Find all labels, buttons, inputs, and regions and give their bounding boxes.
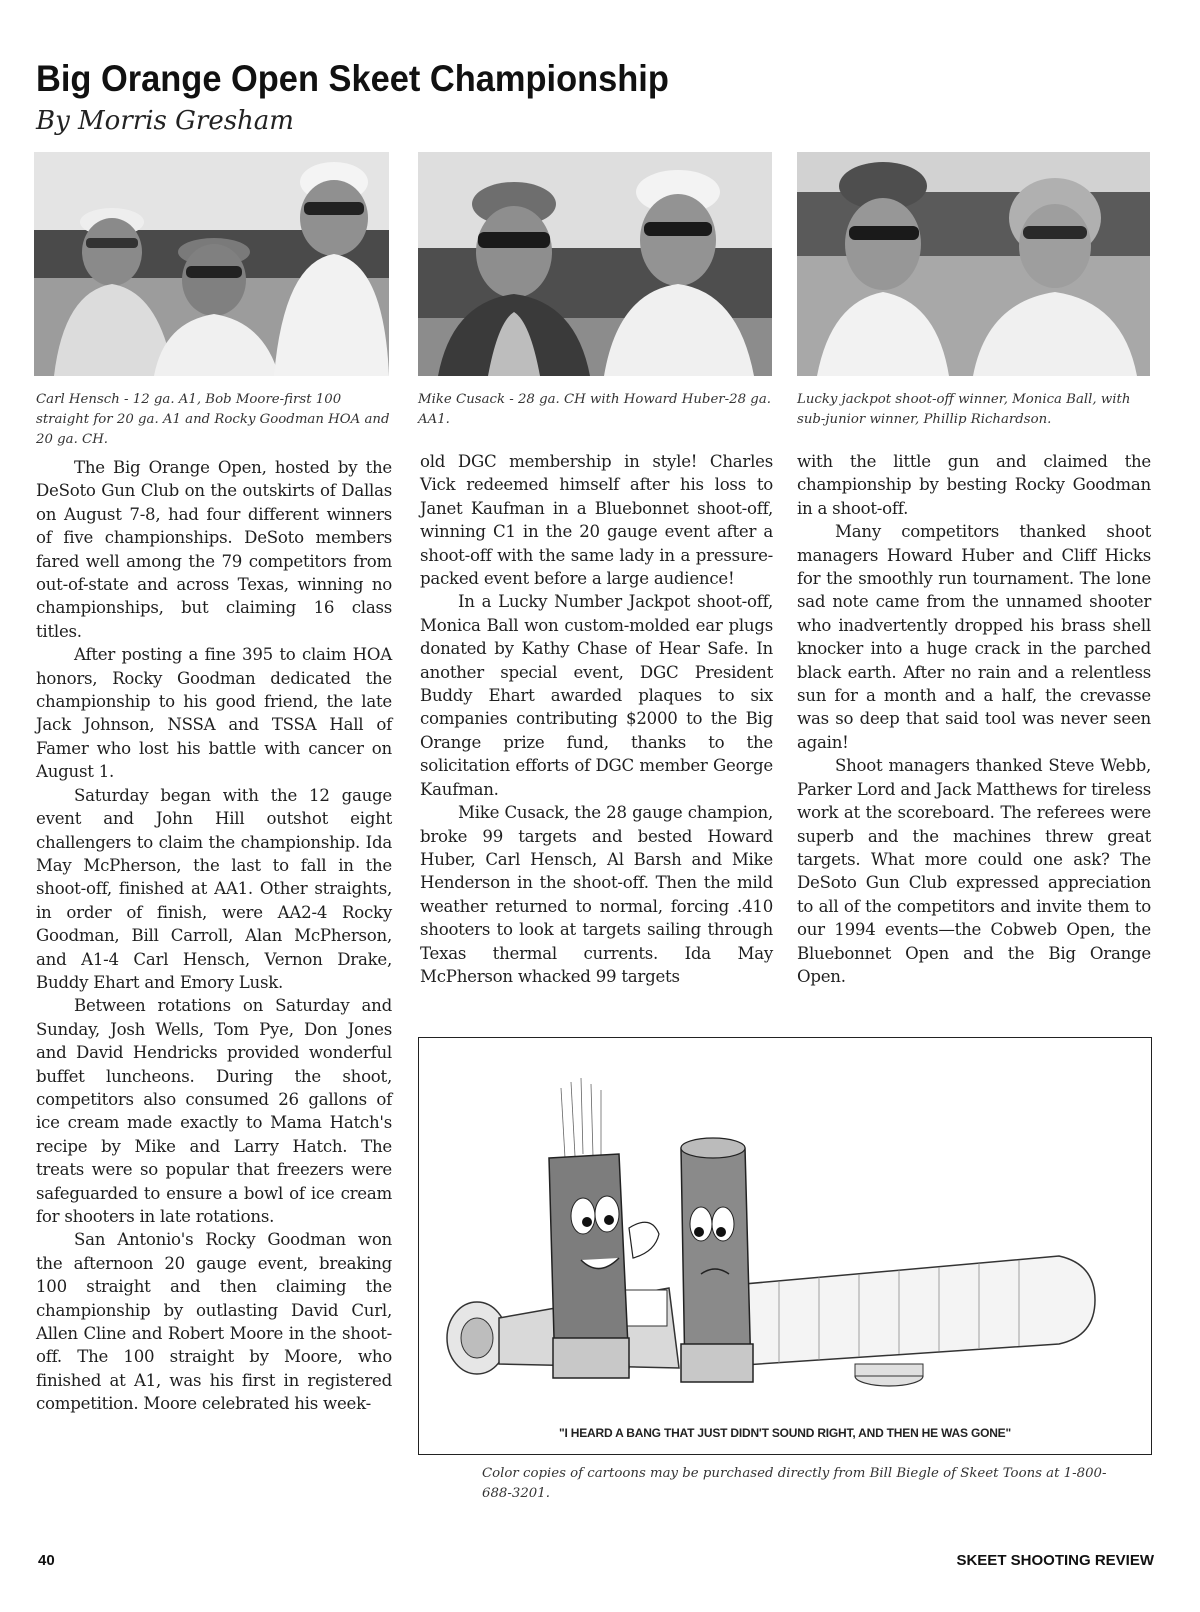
article-column-3 bbox=[797, 450, 1151, 988]
photo-caption-2: Mike Cusack - 28 ga. CH with Howard Huber-28 ga. AA1. bbox=[418, 392, 771, 427]
article-title: Big Orange Open Skeet Championship bbox=[36, 58, 669, 99]
cartoon-credit: Color copies of cartoons may be purchased directly from Bill Biegle of Skeet Toons at 1-800-688-3201. bbox=[482, 1466, 1107, 1501]
photo-caption-1: Carl Hensch - 12 ga. A1, Bob Moore-first 100 straight for 20 ga. A1 and Rocky Goodman HOA and 20 ga. CH. bbox=[36, 392, 390, 447]
article-column-2 bbox=[420, 450, 773, 988]
photo-shootoff-winners bbox=[797, 152, 1150, 376]
photo-three-shooters bbox=[34, 152, 389, 376]
photo-two-shooters bbox=[418, 152, 772, 376]
paragraph: Between rotations on Saturday and Sunday, Josh Wells, Tom Pye, Don Jones and David Hendricks provided wonderful buffet luncheons. During the shoot, competitors also consumed 26 gallons of ice cream made exactly to Mama Hatch's recipe by Mike and Larry Hatch. The treats were so popular that freezers were safeguarded to ensure a bowl of ice cream for shooters in late rotations. bbox=[36, 996, 392, 1226]
cartoon-caption: "I HEARD A BANG THAT JUST DIDN'T SOUND RIGHT, AND THEN HE WAS GONE" bbox=[559, 1426, 1011, 1440]
paragraph: Many competitors thanked shoot managers Howard Huber and Cliff Hicks for the smoothly run tournament. The lone sad note came from the unnamed shooter who inadvertently dropped his brass shell knocker into a huge crack in the parched black earth. After no rain and a relentless sun for a month and a half, the crevasse was so deep that said tool was never seen again! bbox=[797, 522, 1151, 752]
cartoon-drawing bbox=[419, 1038, 1150, 1418]
paragraph: The Big Orange Open, hosted by the DeSoto Gun Club on the outskirts of Dallas on August 7-8, had four different winners of five championships. DeSoto members fared well among the 79 competitors from out-of-state and across Texas, winning no championships, but claiming 16 class titles. bbox=[36, 458, 392, 641]
paragraph: In a Lucky Number Jackpot shoot-off, Monica Ball won custom-molded ear plugs donated by Kathy Chase of Hear Safe. In another special event, DGC President Buddy Ehart awarded plaques to six companies contributing $2000 to the Big Orange prize fund, thanks to the solicitation efforts of DGC member George Kaufman. bbox=[420, 592, 773, 799]
page-number: 40 bbox=[38, 1552, 55, 1569]
photo-caption-3: Lucky jackpot shoot-off winner, Monica Ball, with sub-junior winner, Phillip Richardson. bbox=[797, 392, 1131, 427]
article-column-1 bbox=[36, 456, 392, 1416]
paragraph: old DGC membership in style! Charles Vick redeemed himself after his loss to Janet Kaufman in a Bluebonnet shoot-off, winning C1 in the 20 gauge event after a shoot-off with the same lady in a pressure-packed event before a large audience! bbox=[420, 452, 773, 589]
paragraph: San Antonio's Rocky Goodman won the afternoon 20 gauge event, breaking 100 straight and then claiming the championship by outlasting David Curl, Allen Cline and Robert Moore in the shoot-off. The 100 straight by Moore, who finished at A1, was his first in registered competition. Moore celebrated his week- bbox=[36, 1230, 392, 1414]
paragraph: Mike Cusack, the 28 gauge champion, broke 99 targets and bested Howard Huber, Carl Hensch, Al Barsh and Mike Henderson in the shoot-off. Then the mild weather returned to normal, forcing .410 shooters to look at targets sailing through Texas thermal currents. Ida May McPherson whacked 99 targets bbox=[420, 803, 773, 986]
magazine-name: SKEET SHOOTING REVIEW bbox=[956, 1552, 1154, 1569]
cartoon-panel bbox=[418, 1037, 1152, 1455]
paragraph: Saturday began with the 12 gauge event and John Hill outshot eight challengers to claim the championship. Ida May McPherson, the last to fall in the shoot-off, finished at AA1. Other straights, in order of finish, were AA2-4 Rocky Goodman, Bill Carroll, Alan McPherson, and A1-4 Carl Hensch, Vernon Drake, Buddy Ehart and Emory Lusk. bbox=[36, 785, 392, 992]
paragraph: After posting a fine 395 to claim HOA honors, Rocky Goodman dedicated the championship to his good friend, the late Jack Johnson, NSSA and TSSA Hall of Famer who lost his battle with cancer on August 1. bbox=[36, 645, 392, 782]
paragraph: with the little gun and claimed the championship by besting Rocky Goodman in a shoot-off. bbox=[797, 452, 1151, 518]
article-byline: By Morris Gresham bbox=[36, 106, 294, 136]
paragraph: Shoot managers thanked Steve Webb, Parker Lord and Jack Matthews for tireless work at the scoreboard. The referees were superb and the machines threw great targets. What more could one ask? The DeSoto Gun Club expressed appreciation to all of the competitors and invite them to our 1994 events—the Cobweb Open, the Bluebonnet Open and the Big Orange Open. bbox=[797, 756, 1151, 986]
